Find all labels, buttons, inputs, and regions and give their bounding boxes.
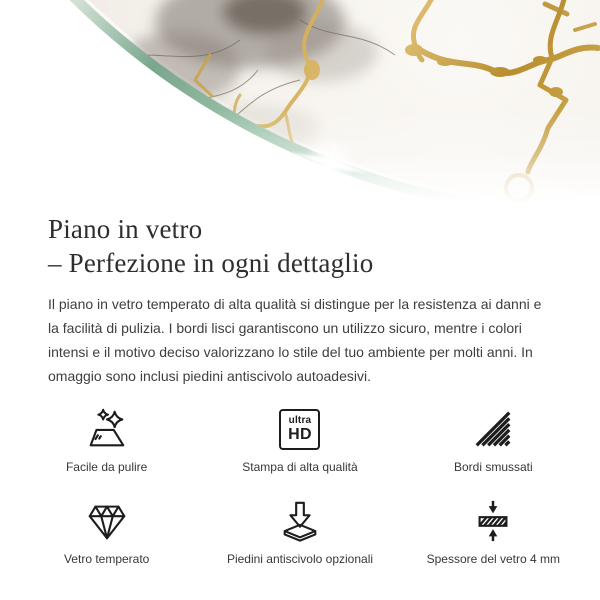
feature-anti-slip-pads	[203, 498, 396, 566]
feature-label: Spessore del vetro 4 mm	[426, 552, 561, 566]
diamond-icon	[77, 498, 137, 544]
sparkle-clean-icon	[77, 406, 137, 452]
feature-glass-thickness	[397, 498, 590, 566]
glass-thickness-icon	[463, 498, 523, 544]
text-block	[0, 210, 600, 388]
feature-label: Bordi smussati	[453, 460, 533, 474]
title-line-2: – Perfezione in ogni dettaglio	[48, 248, 374, 278]
product-description: Il piano in vetro temperato di alta qualità si distingue per la resistenza ai danni e la facilità di pulizia. I bordi lisci garantiscono un utilizzo sicuro, mentre i colori intensi e il motivo deciso valorizzano lo stile del tuo ambiente per molti anni. In omaggio sono inclusi piedini antiscivolo autoadesivi.	[48, 296, 542, 384]
beveled-edge-icon	[463, 406, 523, 452]
title-line-1: Piano in vetro	[48, 214, 203, 244]
feature-grid	[0, 406, 600, 566]
feature-print-quality	[203, 406, 396, 474]
marble-glass-tabletop-image	[0, 0, 600, 210]
feature-beveled-edges	[397, 406, 590, 474]
hero-photo	[0, 0, 600, 210]
feature-label: Stampa di alta qualità	[242, 460, 358, 474]
feature-easy-clean	[10, 406, 203, 474]
anti-slip-pads-icon	[270, 498, 330, 544]
feature-label: Piedini antiscivolo opzionali	[226, 552, 374, 566]
ultra-hd-bottom-text: HD	[288, 426, 312, 443]
feature-label: Vetro temperato	[63, 552, 150, 566]
page-title	[48, 212, 552, 280]
ultra-hd-top-text: ultra	[288, 415, 312, 426]
feature-tempered-glass	[10, 498, 203, 566]
ultra-hd-icon	[270, 406, 330, 452]
feature-label: Facile da pulire	[65, 460, 148, 474]
